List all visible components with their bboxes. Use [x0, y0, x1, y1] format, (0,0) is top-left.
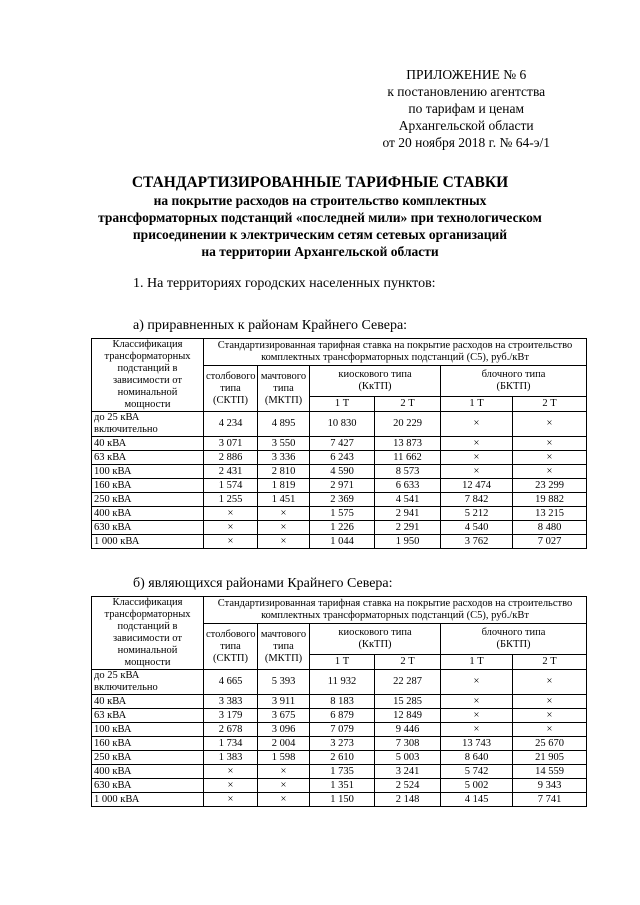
rate-cell: ×: [204, 779, 258, 793]
rate-cell: 7 308: [375, 737, 441, 751]
rate-cell: ×: [441, 437, 513, 451]
rate-cell: ×: [204, 765, 258, 779]
table-row: [92, 451, 587, 465]
rate-header: Стандартизированная тарифная ставка на покрытие расходов на строительство комплектных трансформаторных подстанций (С5), руб./кВт: [204, 339, 587, 366]
row-label: [92, 695, 204, 709]
title-line: на покрытие расходов на строительство комплектных: [153, 193, 487, 208]
rate-cell: 5 212: [441, 507, 513, 521]
block-header: [441, 624, 587, 655]
rate-cell: 4 540: [441, 521, 513, 535]
rate-cell: ×: [204, 507, 258, 521]
row-label-text: 630 кВА: [94, 521, 132, 533]
block-code: (БКТП): [496, 639, 531, 650]
rate-cell: ×: [441, 670, 513, 695]
title-main: СТАНДАРТИЗИРОВАННЫЕ ТАРИФНЫЕ СТАВКИ: [131, 174, 509, 191]
rate-cell: ×: [258, 521, 310, 535]
t1-header: 1 Т: [310, 397, 375, 412]
row-label-text: 250 кВА: [94, 493, 132, 505]
rate-cell: ×: [513, 709, 587, 723]
row-label: [92, 723, 204, 737]
stolb-code: (СКТП): [213, 652, 248, 664]
rate-cell: 4 665: [204, 670, 258, 695]
table-a-subtitle: а) приравненных к районам Крайнего Севера:: [133, 318, 408, 333]
rate-cell: 8 183: [310, 695, 375, 709]
rate-cell: 5 002: [441, 779, 513, 793]
rate-cell: 2 610: [310, 751, 375, 765]
rate-cell: 1 226: [310, 521, 375, 535]
row-label-text: до 25 кВА: [94, 412, 140, 423]
rate-cell: 3 383: [204, 695, 258, 709]
rate-cell: 2 941: [375, 507, 441, 521]
rate-cell: 1 451: [258, 493, 310, 507]
title-line: присоединении к электрическим сетям сетевых организаций: [132, 227, 508, 242]
table-row: [92, 521, 587, 535]
rate-cell: ×: [513, 437, 587, 451]
rate-cell: 2 291: [375, 521, 441, 535]
table-row: [92, 751, 587, 765]
rate-cell: 1 819: [258, 479, 310, 493]
rate-cell: 3 241: [375, 765, 441, 779]
row-label-text: 40 кВА: [94, 695, 127, 707]
row-label-text: 1 000 кВА: [94, 535, 140, 547]
rate-cell: 12 849: [375, 709, 441, 723]
rate-cell: ×: [441, 709, 513, 723]
table-row: [92, 695, 587, 709]
rate-cell: 3 071: [204, 437, 258, 451]
rate-cell: 13 873: [375, 437, 441, 451]
table-row: [92, 437, 587, 451]
section-heading: 1. На территориях городских населенных пунктов:: [133, 276, 436, 291]
rate-cell: 13 743: [441, 737, 513, 751]
row-label: [92, 479, 204, 493]
row-label-text: 1 000 кВА: [94, 793, 140, 805]
row-label-text: 100 кВА: [94, 723, 132, 735]
row-label-text: 160 кВА: [94, 479, 132, 491]
row-label: [92, 709, 204, 723]
t1-header: 1 Т: [441, 655, 513, 670]
rate-cell: 11 662: [375, 451, 441, 465]
rate-cell: 10 830: [310, 412, 375, 437]
rate-cell: 3 675: [258, 709, 310, 723]
t2-header: 2 Т: [375, 397, 441, 412]
rate-cell: ×: [258, 507, 310, 521]
row-label: [92, 521, 204, 535]
rate-cell: 5 393: [258, 670, 310, 695]
table-row: [92, 465, 587, 479]
rate-cell: 25 670: [513, 737, 587, 751]
rate-cell: 2 004: [258, 737, 310, 751]
appendix-header: [382, 66, 550, 151]
rate-cell: 12 474: [441, 479, 513, 493]
rate-cell: 5 003: [375, 751, 441, 765]
table-row: [92, 765, 587, 779]
rate-cell: ×: [513, 695, 587, 709]
rate-cell: ×: [204, 793, 258, 807]
rate-cell: 1 255: [204, 493, 258, 507]
block-label: блочного типа: [481, 627, 546, 638]
table-row: [92, 535, 587, 549]
title-line: трансформаторных подстанций «последней мили» при технологическом: [98, 210, 542, 225]
class-header: Классификация трансформаторных подстанций в зависимости от номинальной мощности: [92, 339, 204, 412]
rate-cell: 4 895: [258, 412, 310, 437]
rate-cell: 1 150: [310, 793, 375, 807]
rate-cell: 19 882: [513, 493, 587, 507]
title-line: на территории Архангельской области: [201, 244, 439, 259]
rate-cell: 1 950: [375, 535, 441, 549]
row-label-text: 40 кВА: [94, 437, 127, 449]
rate-cell: 1 575: [310, 507, 375, 521]
table-row: [92, 479, 587, 493]
rate-cell: 7 842: [441, 493, 513, 507]
rate-cell: 3 336: [258, 451, 310, 465]
stolb-code: (СКТП): [213, 394, 248, 406]
rate-cell: 21 905: [513, 751, 587, 765]
rate-cell: 5 742: [441, 765, 513, 779]
row-label: [92, 493, 204, 507]
row-label-text: 400 кВА: [94, 507, 132, 519]
kiosk-header: [310, 366, 441, 397]
rate-cell: 7 079: [310, 723, 375, 737]
rate-cell: ×: [441, 695, 513, 709]
row-label-text: 63 кВА: [94, 709, 127, 721]
row-label-text: 630 кВА: [94, 779, 132, 791]
rate-cell: ×: [441, 465, 513, 479]
row-label: [92, 793, 204, 807]
row-label: [92, 765, 204, 779]
rate-cell: 2 524: [375, 779, 441, 793]
rate-cell: 1 734: [204, 737, 258, 751]
rate-header: Стандартизированная тарифная ставка на покрытие расходов на строительство комплектных трансформаторных подстанций (С5), руб./кВт: [204, 597, 587, 624]
rate-cell: ×: [258, 779, 310, 793]
rate-cell: 4 590: [310, 465, 375, 479]
block-code: (БКТП): [496, 381, 531, 392]
rate-cell: ×: [513, 451, 587, 465]
row-label: [92, 670, 204, 695]
appendix-line: по тарифам и ценам: [408, 101, 525, 116]
row-label: [92, 412, 204, 437]
rate-cell: ×: [258, 765, 310, 779]
tariff-table-b: [91, 596, 587, 807]
rate-cell: 7 427: [310, 437, 375, 451]
rate-cell: 4 541: [375, 493, 441, 507]
rate-cell: 3 762: [441, 535, 513, 549]
row-label: [92, 751, 204, 765]
rate-cell: 13 215: [513, 507, 587, 521]
table-row: [92, 493, 587, 507]
row-label: [92, 737, 204, 751]
rate-cell: 3 273: [310, 737, 375, 751]
rate-cell: 4 145: [441, 793, 513, 807]
kiosk-label: киоскового типа: [338, 369, 412, 380]
table-row: [92, 412, 587, 437]
rate-cell: ×: [513, 465, 587, 479]
row-label: [92, 437, 204, 451]
rate-cell: 3 911: [258, 695, 310, 709]
row-label-text: 63 кВА: [94, 451, 127, 463]
t1-header: 1 Т: [441, 397, 513, 412]
rate-cell: ×: [513, 412, 587, 437]
rate-cell: 2 810: [258, 465, 310, 479]
macht-code: (МКТП): [264, 652, 303, 664]
rate-cell: 1 044: [310, 535, 375, 549]
row-label-text: 250 кВА: [94, 751, 132, 763]
rate-cell: 6 633: [375, 479, 441, 493]
row-label-text: включительно: [94, 424, 158, 435]
rate-cell: ×: [204, 521, 258, 535]
rate-cell: 22 287: [375, 670, 441, 695]
rate-cell: ×: [204, 535, 258, 549]
rate-cell: 15 285: [375, 695, 441, 709]
document-title: [60, 173, 580, 260]
macht-code: (МКТП): [264, 394, 303, 406]
row-label-text: до 25 кВА: [94, 670, 140, 681]
stolb-label: столбового типа: [206, 628, 256, 652]
row-label-text: 160 кВА: [94, 737, 132, 749]
rate-cell: ×: [258, 793, 310, 807]
rate-cell: 4 234: [204, 412, 258, 437]
rate-cell: 11 932: [310, 670, 375, 695]
row-label-text: включительно: [94, 682, 158, 693]
row-label: [92, 451, 204, 465]
rate-cell: ×: [513, 723, 587, 737]
t2-header: 2 Т: [513, 397, 587, 412]
rate-cell: 6 243: [310, 451, 375, 465]
rate-cell: 1 598: [258, 751, 310, 765]
rate-cell: ×: [258, 535, 310, 549]
row-label: [92, 779, 204, 793]
rate-cell: ×: [441, 723, 513, 737]
kiosk-label: киоскового типа: [338, 627, 412, 638]
rate-cell: 1 574: [204, 479, 258, 493]
rate-cell: 14 559: [513, 765, 587, 779]
macht-header: [258, 366, 310, 412]
block-label: блочного типа: [481, 369, 546, 380]
rate-cell: 20 229: [375, 412, 441, 437]
table-row: [92, 779, 587, 793]
row-label-text: 400 кВА: [94, 765, 132, 777]
rate-cell: 2 886: [204, 451, 258, 465]
tariff-table-a: [91, 338, 587, 549]
table-row: [92, 709, 587, 723]
rate-cell: ×: [441, 451, 513, 465]
kiosk-header: [310, 624, 441, 655]
table-row: [92, 507, 587, 521]
rate-cell: 8 573: [375, 465, 441, 479]
t1-header: 1 Т: [310, 655, 375, 670]
rate-cell: 9 446: [375, 723, 441, 737]
row-label: [92, 535, 204, 549]
rate-cell: 6 879: [310, 709, 375, 723]
appendix-line: ПРИЛОЖЕНИЕ № 6: [406, 67, 527, 82]
table-b-subtitle: б) являющихся районами Крайнего Севера:: [133, 576, 393, 591]
stolb-label: столбового типа: [206, 370, 256, 394]
appendix-line: от 20 ноября 2018 г. № 64-э/1: [382, 135, 550, 150]
macht-header: [258, 624, 310, 670]
class-header: Классификация трансформаторных подстанций в зависимости от номинальной мощности: [92, 597, 204, 670]
stolb-header: [204, 624, 258, 670]
row-label: [92, 507, 204, 521]
row-label-text: 100 кВА: [94, 465, 132, 477]
stolb-header: [204, 366, 258, 412]
rate-cell: 7 027: [513, 535, 587, 549]
appendix-line: Архангельской области: [398, 118, 534, 133]
table-row: [92, 737, 587, 751]
rate-cell: 2 148: [375, 793, 441, 807]
block-header: [441, 366, 587, 397]
table-row: [92, 723, 587, 737]
macht-label: мачтового типа: [260, 628, 307, 652]
rate-cell: 8 480: [513, 521, 587, 535]
kiosk-code: (КкТП): [358, 381, 392, 392]
appendix-line: к постановлению агентства: [387, 84, 546, 99]
rate-cell: 3 550: [258, 437, 310, 451]
t2-header: 2 Т: [375, 655, 441, 670]
rate-cell: 3 096: [258, 723, 310, 737]
rate-cell: ×: [513, 670, 587, 695]
rate-cell: 3 179: [204, 709, 258, 723]
rate-cell: ×: [441, 412, 513, 437]
table-row: [92, 793, 587, 807]
rate-cell: 23 299: [513, 479, 587, 493]
rate-cell: 1 351: [310, 779, 375, 793]
row-label: [92, 465, 204, 479]
rate-cell: 9 343: [513, 779, 587, 793]
rate-cell: 1 383: [204, 751, 258, 765]
rate-cell: 2 431: [204, 465, 258, 479]
t2-header: 2 Т: [513, 655, 587, 670]
rate-cell: 2 369: [310, 493, 375, 507]
rate-cell: 8 640: [441, 751, 513, 765]
rate-cell: 2 971: [310, 479, 375, 493]
rate-cell: 7 741: [513, 793, 587, 807]
rate-cell: 1 735: [310, 765, 375, 779]
kiosk-code: (КкТП): [358, 639, 392, 650]
rate-cell: 2 678: [204, 723, 258, 737]
macht-label: мачтового типа: [260, 370, 307, 394]
table-row: [92, 670, 587, 695]
